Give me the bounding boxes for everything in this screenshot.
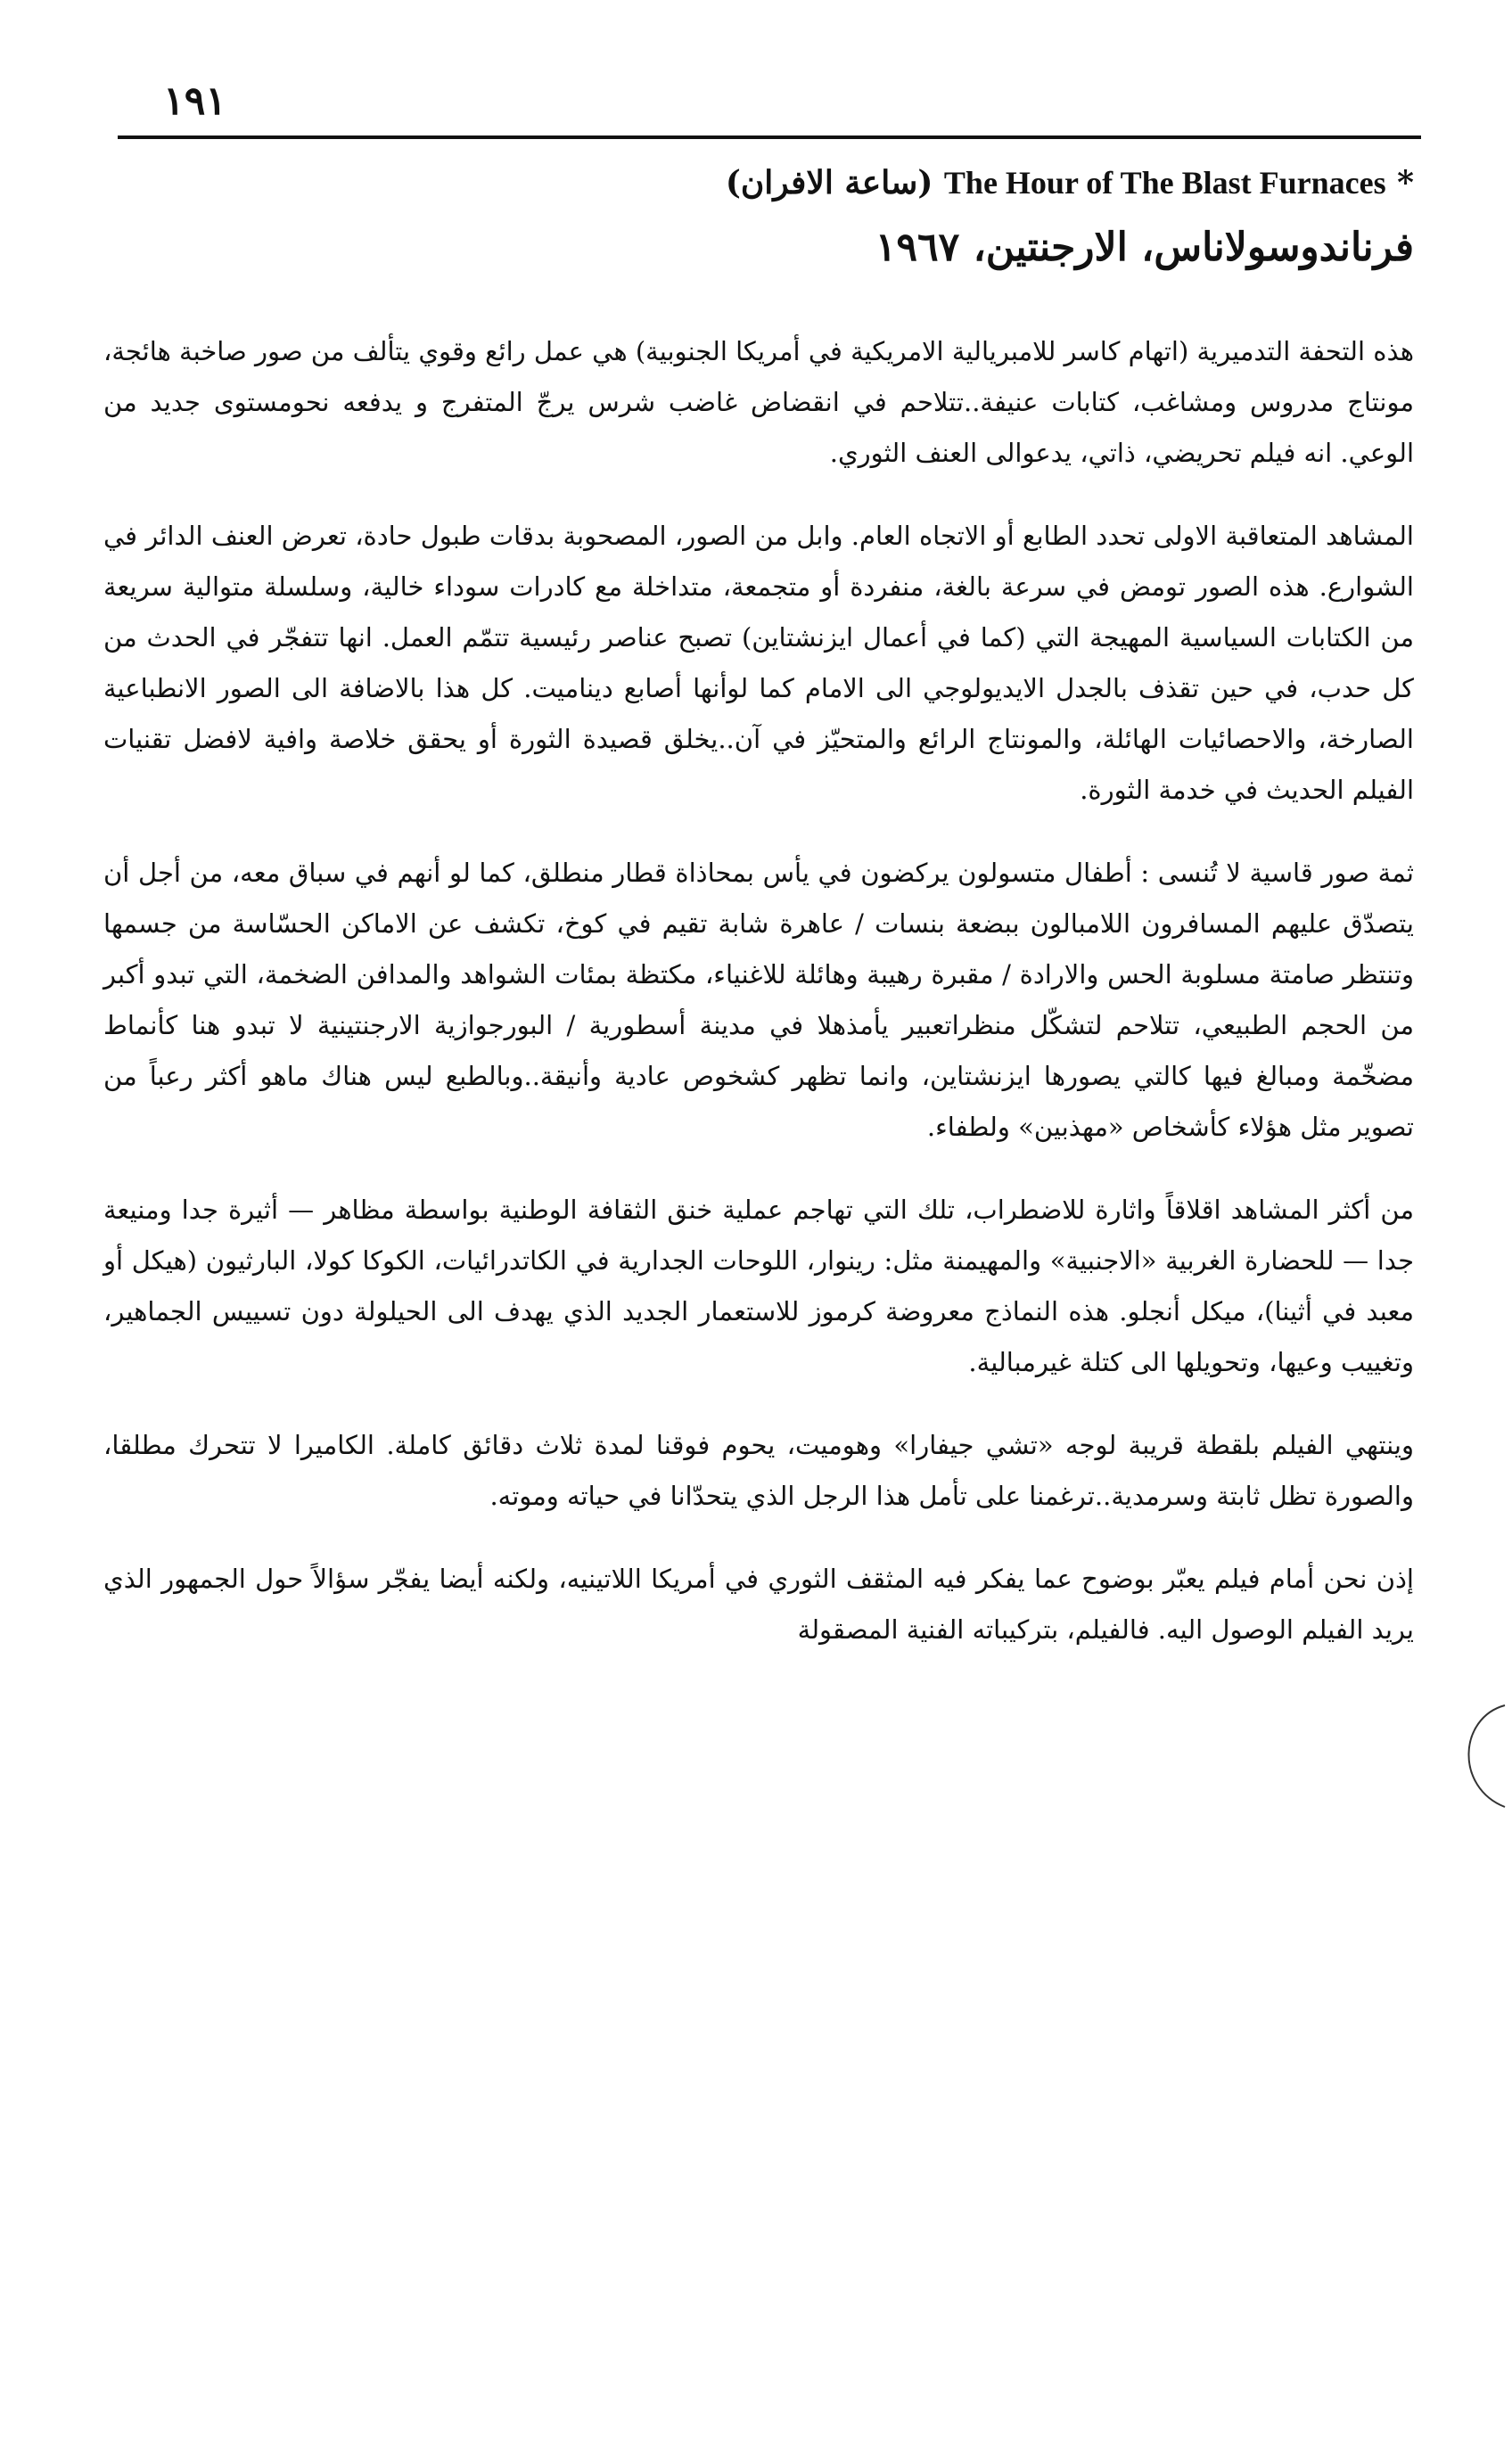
margin-bracket-mark — [1450, 1698, 1512, 1814]
title-arabic: (ساعة الافران) — [725, 164, 933, 201]
header-rule — [118, 136, 1421, 139]
paragraph-4: من أكثر المشاهد اقلاقاً واثارة للاضطراب، تلك التي تهاجم عملية خنق الثقافة الوطنية بواسطة مظاهر — أثيرة جدا ومنيعة جدا — للحضارة الغربية «الاجنبية» والمهيمنة مثل: رينوار، اللوحات الجدارية في الكاتدرائيات، الكوكا كولا، البارثيون (هيكل أو معبد في أثينا)، ميكل أنجلو. هذه النماذج معروضة كرموز للاستعمار الجديد الذي يهدف الى الحيلولة دون تسييس الجماهير، وتغييب وعيها، وتحويلها الى كتلة غيرمبالية. — [103, 1195, 1414, 1377]
title-marker: * — [1397, 164, 1414, 201]
title-english: The Hour of The Blast Furnaces — [943, 165, 1386, 201]
paragraph-2: المشاهد المتعاقبة الاولى تحدد الطابع أو الاتجاه العام. وابل من الصور، المصحوبة بدقات طبول حادة، تعرض العنف الدائر في الشوارع. هذه الصور تومض في سرعة بالغة، منفردة أو متجمعة، متداخلة مع كادرات سوداء خالية، وسلسلة متوالية سريعة من الكتابات السياسية المهيجة التي (كما في أعمال ايزنشتاين) تصبح عناصر رئيسية تتمّم العمل. انها تتفجّر في الحدث من كل حدب، في حين تقذف بالجدل الايديولوجي الى الامام كما لوأنها أصابع ديناميت. كل هذا بالاضافة الى الصور الانطباعية الصارخة، والاحصائيات الهائلة، والمونتاج الرائع والمتحيّز في آن..يخلق قصيدة الثورة أو يحقق خلاصة وافية لافضل تقنيات الفيلم الحديث في خدمة الثورة. — [103, 521, 1414, 805]
paragraph-6: إذن نحن أمام فيلم يعبّر بوضوح عما يفكر فيه المثقف الثوري في أمريكا اللاتينيه، ولكنه أيضا يفجّر سؤالاً حول الجمهور الذي يريد الفيلم الوصول اليه. فالفيلم، بتركيباته الفنية المصقولة — [103, 1564, 1414, 1645]
paragraph-3: ثمة صور قاسية لا تُنسى : أطفال متسولون يركضون في يأس بمحاذاة قطار منطلق، كما لو أنهم في سباق معه، من أجل أن يتصدّق عليهم المسافرون اللامبالون ببضعة بنسات / عاهرة شابة تقيم في كوخ، تكشف عن الاماكن الحسّاسة من جسمها وتنتظر صامتة مسلوبة الحس والارادة / مقبرة رهيبة وهائلة للاغنياء، مكتظة بمئات الشواهد والمدافن الضخمة، التي تبدو أكبر من الحجم الطبيعي، تتلاحم لتشكّل منظراتعبير يأمذهلا في مدينة أسطورية / البورجوازية الارجنتينية لا تبدو هنا كأنماط مضخّمة ومبالغ فيها كالتي يصورها ايزنشتاين، وانما تظهر كشخوص عادية وأنيقة..وبالطبع ليس هناك ماهو أكثر رعباً من تصوير مثل هؤلاء كأشخاص «مهذبين» ولطفاء. — [103, 858, 1414, 1142]
paragraph-1: هذه التحفة التدميرية (اتهام كاسر للامبريالية الامريكية في أمريكا الجنوبية) هي عمل رائع وقوي يتألف من صور صاخبة هائجة، مونتاج مدروس ومشاغب، كتابات عنيفة..تتلاحم في انقضاض غاضب شرس يرجّ المتفرج و يدفعه نحومستوى جديد من الوعي. انه فيلم تحريضي، ذاتي، يدعوالى العنف الثوري. — [103, 336, 1414, 468]
page-number: ١٩١ — [163, 78, 226, 124]
article-body — [103, 326, 1414, 1688]
paragraph-5: وينتهي الفيلم بلقطة قريبة لوجه «تشي جيفارا» وهوميت، يحوم فوقنا لمدة ثلاث دقائق كاملة. الكاميرا لا تتحرك مطلقا، والصورة تظل ثابتة وسرمدية..ترغمنا على تأمل هذا الرجل الذي يتحدّانا في حياته وموته. — [103, 1430, 1414, 1511]
film-title — [112, 164, 1414, 201]
film-director-country-year: فرناندوسولاناس، الارجنتين، ١٩٦٧ — [875, 225, 1414, 270]
